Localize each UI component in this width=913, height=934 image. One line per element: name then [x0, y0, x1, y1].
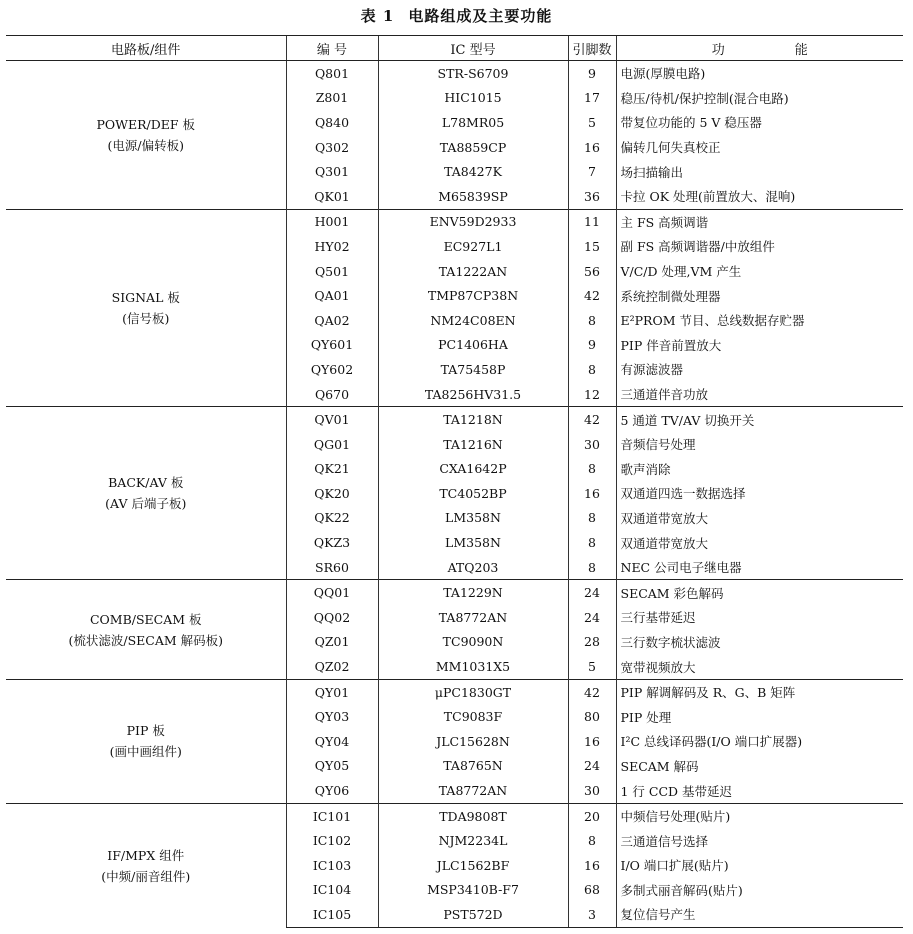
ic-model-cell: JLC1562BF: [378, 853, 568, 878]
pin-count-cell: 42: [568, 407, 616, 432]
board-cell: [6, 209, 286, 407]
code-cell: QQ02: [286, 605, 378, 630]
board-name: SIGNAL 板: [111, 289, 180, 305]
table-title: 电路组成及主要功能: [408, 7, 553, 25]
code-cell: QK21: [286, 457, 378, 482]
ic-model-cell: TA8256HV31.5: [378, 382, 568, 407]
function-cell: PIP 处理: [616, 704, 903, 729]
header-board: 电路板/组件: [6, 36, 286, 61]
ic-model-cell: TDA9808T: [378, 803, 568, 828]
ic-model-cell: TA1218N: [378, 407, 568, 432]
ic-model-cell: ATQ203: [378, 555, 568, 580]
board-name: PIP 板: [126, 723, 165, 739]
header-row: [6, 36, 903, 61]
header-code: 编 号: [286, 36, 378, 61]
board-cell: [6, 407, 286, 580]
pin-count-cell: 24: [568, 605, 616, 630]
code-cell: QQ01: [286, 580, 378, 605]
code-cell: IC101: [286, 803, 378, 828]
code-cell: HY02: [286, 234, 378, 259]
pin-count-cell: 5: [568, 110, 616, 135]
pin-count-cell: 24: [568, 580, 616, 605]
function-cell: 歌声消除: [616, 457, 903, 482]
pin-count-cell: 8: [568, 530, 616, 555]
pin-count-cell: 16: [568, 135, 616, 160]
function-cell: PIP 伴音前置放大: [616, 333, 903, 358]
pin-count-cell: 8: [568, 506, 616, 531]
table-row: [6, 679, 903, 704]
code-cell: QK22: [286, 506, 378, 531]
code-cell: IC103: [286, 853, 378, 878]
code-cell: QZ02: [286, 654, 378, 679]
pin-count-cell: 16: [568, 481, 616, 506]
function-cell: E²PROM 节目、总线数据存贮器: [616, 308, 903, 333]
pin-count-cell: 8: [568, 457, 616, 482]
header-pins: 引脚数: [568, 36, 616, 61]
function-cell: SECAM 彩色解码: [616, 580, 903, 605]
function-cell: 1 行 CCD 基带延迟: [616, 778, 903, 803]
board-name: BACK/AV 板: [108, 475, 184, 491]
board-subtitle: (电源/偏转板): [107, 137, 184, 153]
code-cell: QY05: [286, 754, 378, 779]
function-cell: V/C/D 处理,VM 产生: [616, 259, 903, 284]
ic-model-cell: MM1031X5: [378, 654, 568, 679]
pin-count-cell: 9: [568, 333, 616, 358]
pin-count-cell: 36: [568, 184, 616, 209]
pin-count-cell: 17: [568, 86, 616, 111]
code-cell: IC105: [286, 902, 378, 927]
function-cell: 三行基带延迟: [616, 605, 903, 630]
ic-model-cell: TA75458P: [378, 357, 568, 382]
ic-model-cell: TC9090N: [378, 630, 568, 655]
function-cell: 主 FS 高频调谐: [616, 209, 903, 234]
ic-model-cell: PST572D: [378, 902, 568, 927]
pin-count-cell: 20: [568, 803, 616, 828]
header-function-a: 功: [711, 42, 725, 58]
code-cell: Q301: [286, 159, 378, 184]
code-cell: QZ01: [286, 630, 378, 655]
code-cell: QKZ3: [286, 530, 378, 555]
table-number: 表 1: [360, 7, 395, 25]
code-cell: QG01: [286, 432, 378, 457]
board-subtitle: (AV 后端子板): [105, 496, 187, 512]
ic-model-cell: HIC1015: [378, 86, 568, 111]
ic-model-cell: EC927L1: [378, 234, 568, 259]
function-cell: 偏转几何失真校正: [616, 135, 903, 160]
code-cell: Q801: [286, 61, 378, 86]
code-cell: Q501: [286, 259, 378, 284]
code-cell: Q670: [286, 382, 378, 407]
function-cell: 三通道信号选择: [616, 828, 903, 853]
code-cell: QY04: [286, 729, 378, 754]
ic-model-cell: TA1222AN: [378, 259, 568, 284]
ic-model-cell: M65839SP: [378, 184, 568, 209]
code-cell: Z801: [286, 86, 378, 111]
function-cell: 音频信号处理: [616, 432, 903, 457]
ic-model-cell: TA8765N: [378, 754, 568, 779]
board-name: IF/MPX 组件: [107, 847, 185, 863]
ic-model-cell: TA8772AN: [378, 778, 568, 803]
ic-model-cell: TA8859CP: [378, 135, 568, 160]
board-cell: [6, 580, 286, 679]
ic-model-cell: MSP3410B-F7: [378, 878, 568, 903]
code-cell: QY601: [286, 333, 378, 358]
pin-count-cell: 8: [568, 555, 616, 580]
pin-count-cell: 56: [568, 259, 616, 284]
code-cell: QY01: [286, 679, 378, 704]
table-body: [6, 61, 903, 928]
function-cell: 复位信号产生: [616, 902, 903, 927]
pin-count-cell: 8: [568, 357, 616, 382]
pin-count-cell: 16: [568, 729, 616, 754]
pin-count-cell: 24: [568, 754, 616, 779]
board-name: COMB/SECAM 板: [89, 611, 202, 627]
function-cell: PIP 解调解码及 R、G、B 矩阵: [616, 679, 903, 704]
function-cell: I/O 端口扩展(贴片): [616, 853, 903, 878]
pin-count-cell: 30: [568, 778, 616, 803]
code-cell: IC104: [286, 878, 378, 903]
pin-count-cell: 5: [568, 654, 616, 679]
board-subtitle: (中频/丽音组件): [101, 868, 191, 884]
circuit-table: [6, 35, 903, 928]
pin-count-cell: 3: [568, 902, 616, 927]
ic-model-cell: ENV59D2933: [378, 209, 568, 234]
table-row: [6, 61, 903, 86]
table-row: [6, 580, 903, 605]
ic-model-cell: TA1216N: [378, 432, 568, 457]
function-cell: 5 通道 TV/AV 切换开关: [616, 407, 903, 432]
code-cell: QY06: [286, 778, 378, 803]
function-cell: 双通道四选一数据选择: [616, 481, 903, 506]
function-cell: SECAM 解码: [616, 754, 903, 779]
ic-model-cell: L78MR05: [378, 110, 568, 135]
pin-count-cell: 68: [568, 878, 616, 903]
board-subtitle: (画中画组件): [109, 744, 182, 760]
pin-count-cell: 80: [568, 704, 616, 729]
function-cell: I²C 总线译码器(I/O 端口扩展器): [616, 729, 903, 754]
code-cell: Q302: [286, 135, 378, 160]
function-cell: 场扫描输出: [616, 159, 903, 184]
table-row: [6, 803, 903, 828]
pin-count-cell: 9: [568, 61, 616, 86]
function-cell: 宽带视频放大: [616, 654, 903, 679]
function-cell: 三通道伴音功放: [616, 382, 903, 407]
code-cell: QA02: [286, 308, 378, 333]
ic-model-cell: TA8772AN: [378, 605, 568, 630]
board-name: POWER/DEF 板: [96, 116, 196, 132]
header-function: [616, 36, 903, 61]
code-cell: QK01: [286, 184, 378, 209]
ic-model-cell: STR-S6709: [378, 61, 568, 86]
function-cell: 卡拉 OK 处理(前置放大、混响): [616, 184, 903, 209]
ic-model-cell: TC9083F: [378, 704, 568, 729]
ic-model-cell: LM358N: [378, 530, 568, 555]
board-subtitle: (梳状滤波/SECAM 解码板): [68, 632, 224, 648]
pin-count-cell: 15: [568, 234, 616, 259]
code-cell: Q840: [286, 110, 378, 135]
code-cell: QV01: [286, 407, 378, 432]
ic-model-cell: NM24C08EN: [378, 308, 568, 333]
function-cell: NEC 公司电子继电器: [616, 555, 903, 580]
code-cell: QK20: [286, 481, 378, 506]
function-cell: 带复位功能的 5 V 稳压器: [616, 110, 903, 135]
code-cell: QY602: [286, 357, 378, 382]
code-cell: QA01: [286, 283, 378, 308]
pin-count-cell: 28: [568, 630, 616, 655]
ic-model-cell: TA8427K: [378, 159, 568, 184]
code-cell: QY03: [286, 704, 378, 729]
function-cell: 三行数字梳状滤波: [616, 630, 903, 655]
board-subtitle: (信号板): [122, 310, 170, 326]
ic-model-cell: NJM2234L: [378, 828, 568, 853]
pin-count-cell: 30: [568, 432, 616, 457]
pin-count-cell: 8: [568, 828, 616, 853]
header-ic: IC 型号: [378, 36, 568, 61]
pin-count-cell: 11: [568, 209, 616, 234]
function-cell: 稳压/待机/保护控制(混合电路): [616, 86, 903, 111]
ic-model-cell: PC1406HA: [378, 333, 568, 358]
function-cell: 双通道带宽放大: [616, 506, 903, 531]
ic-model-cell: CXA1642P: [378, 457, 568, 482]
table-row: [6, 209, 903, 234]
function-cell: 电源(厚膜电路): [616, 61, 903, 86]
ic-model-cell: TMP87CP38N: [378, 283, 568, 308]
function-cell: 系统控制微处理器: [616, 283, 903, 308]
function-cell: 有源滤波器: [616, 357, 903, 382]
ic-model-cell: LM358N: [378, 506, 568, 531]
board-cell: [6, 61, 286, 210]
function-cell: 中频信号处理(贴片): [616, 803, 903, 828]
code-cell: H001: [286, 209, 378, 234]
ic-model-cell: TA1229N: [378, 580, 568, 605]
ic-model-cell: TC4052BP: [378, 481, 568, 506]
ic-model-cell: JLC15628N: [378, 729, 568, 754]
function-cell: 副 FS 高频调谐器/中放组件: [616, 234, 903, 259]
code-cell: SR60: [286, 555, 378, 580]
pin-count-cell: 42: [568, 679, 616, 704]
pin-count-cell: 12: [568, 382, 616, 407]
header-function-b: 能: [794, 42, 808, 58]
table-caption: [0, 5, 913, 29]
board-cell: [6, 803, 286, 927]
function-cell: 双通道带宽放大: [616, 530, 903, 555]
table-row: [6, 407, 903, 432]
pin-count-cell: 8: [568, 308, 616, 333]
code-cell: IC102: [286, 828, 378, 853]
pin-count-cell: 42: [568, 283, 616, 308]
pin-count-cell: 16: [568, 853, 616, 878]
pin-count-cell: 7: [568, 159, 616, 184]
ic-model-cell: μPC1830GT: [378, 679, 568, 704]
function-cell: 多制式丽音解码(贴片): [616, 878, 903, 903]
board-cell: [6, 679, 286, 803]
